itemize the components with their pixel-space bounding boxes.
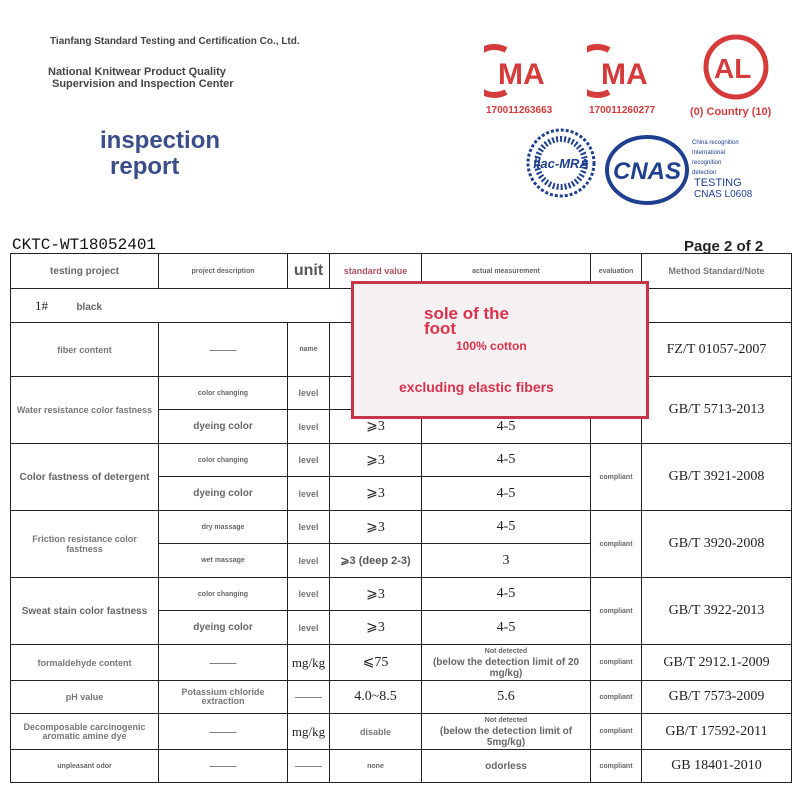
detergent-unit-2: level (288, 477, 330, 511)
cma-logo-text: MA (498, 58, 545, 91)
ilac-logo-text: ilac-MRA (533, 156, 589, 171)
ph-description: Potassium chloride extraction (159, 681, 288, 714)
sweat-unit-2: level (288, 611, 330, 645)
friction-standard-2: ⩾3 (deep 2-3) (330, 544, 422, 578)
sweat-project: Sweat stain color fastness (11, 578, 159, 645)
table-row (11, 750, 792, 783)
detergent-unit-1: level (288, 444, 330, 477)
sample-id: 1# (35, 297, 48, 313)
table-row (11, 714, 792, 750)
ph-method: GB/T 7573-2009 (642, 681, 792, 714)
formaldehyde-unit: mg/kg (288, 645, 330, 681)
table-row (11, 681, 792, 714)
inspection-center-name (48, 66, 234, 90)
water-project: Water resistance color fastness (11, 377, 159, 444)
cnas-logo-text: CNAS (612, 158, 682, 185)
center-line-1: National Knitwear Product Quality (48, 66, 226, 78)
title-line-2: report (110, 153, 180, 180)
detergent-project: Color fastness of detergent (11, 444, 159, 511)
header-evaluation: evaluation (591, 254, 642, 289)
sweat-unit-1: level (288, 578, 330, 611)
detergent-standard-1: ⩾3 (330, 444, 422, 477)
sweat-method: GB/T 3922-2013 (642, 578, 792, 645)
ph-unit: ——— (288, 681, 330, 714)
amine-standard: disable (330, 714, 422, 750)
detergent-actual-1: 4-5 (422, 444, 591, 477)
ph-project: pH value (11, 681, 159, 714)
sweat-desc-1: color changing (159, 578, 288, 611)
sweat-actual-1: 4-5 (422, 578, 591, 611)
detergent-evaluation: compliant (591, 444, 642, 511)
formaldehyde-project: formaldehyde content (11, 645, 159, 681)
report-number: CKTC-WT18052401 (12, 236, 157, 254)
sweat-actual-2: 4-5 (422, 611, 591, 645)
amine-unit: mg/kg (288, 714, 330, 750)
overlay-elastic-note: excluding elastic fibers (399, 379, 554, 395)
cnas-testing-block (694, 177, 752, 201)
water-desc-1: color changing (159, 377, 288, 410)
detergent-method: GB/T 3921-2008 (642, 444, 792, 511)
table-row (11, 444, 792, 477)
cnas-note-2: International recognition (692, 150, 726, 166)
amine-method: GB/T 17592-2011 (642, 714, 792, 750)
table-row (11, 645, 792, 681)
amine-description: ——— (159, 714, 288, 750)
fiber-project: fiber content (11, 323, 159, 377)
cnas-code: CNAS L0608 (694, 189, 753, 200)
odor-project: unpleasant odor (11, 750, 159, 783)
formaldehyde-evaluation: compliant (591, 645, 642, 681)
odor-standard: none (330, 750, 422, 783)
friction-actual-2: 3 (422, 544, 591, 578)
page-number: Page 2 of 2 (684, 238, 764, 255)
ph-standard: 4.0~8.5 (330, 681, 422, 714)
formaldehyde-actual-bottom: (below the detection limit of 20 mg/kg) (432, 657, 580, 679)
sweat-standard-1: ⩾3 (330, 578, 422, 611)
sweat-desc-2: dyeing color (159, 611, 288, 645)
cma-logo-text: MA (601, 58, 648, 91)
detergent-desc-2: dyeing color (159, 477, 288, 511)
table-row (11, 511, 792, 544)
header-description: project description (159, 254, 288, 289)
cnas-note-3: detection (692, 170, 717, 176)
water-unit-1: level (288, 377, 330, 410)
amine-actual (422, 714, 591, 750)
friction-unit-1: level (288, 511, 330, 544)
overlay-sole-of-foot: sole of the foot (424, 304, 510, 338)
amine-actual-top: Not detected (484, 717, 528, 724)
amine-evaluation: compliant (591, 714, 642, 750)
cal-logo (700, 34, 772, 100)
ph-actual: 5.6 (422, 681, 591, 714)
cal-logo-text: AL (714, 53, 752, 84)
detergent-standard-2: ⩾3 (330, 477, 422, 511)
formaldehyde-method: GB/T 2912.1-2009 (642, 645, 792, 681)
center-line-2: Supervision and Inspection Center (52, 78, 234, 90)
water-desc-2: dyeing color (159, 410, 288, 444)
friction-desc-1: dry massage (159, 511, 288, 544)
cma-number-1: 170011263663 (486, 105, 553, 116)
friction-method: GB/T 3920-2008 (642, 511, 792, 578)
cnas-logo (604, 134, 690, 206)
amine-actual-bottom: (below the detection limit of 5mg/kg) (439, 726, 573, 748)
formaldehyde-description: ——— (159, 645, 288, 681)
fiber-content-overlay (351, 281, 649, 419)
friction-project: Friction resistance color fastness (11, 511, 159, 578)
sample-color: black (76, 301, 103, 313)
cma-logo-1 (484, 44, 566, 98)
amine-project: Decomposable carcinogenic aromatic amine dye (11, 714, 159, 750)
water-unit-2: level (288, 410, 330, 444)
odor-method: GB 18401-2010 (642, 750, 792, 783)
table-row (11, 578, 792, 611)
report-title (100, 128, 220, 180)
formaldehyde-actual (422, 645, 591, 681)
odor-evaluation: compliant (591, 750, 642, 783)
cnas-testing-label: TESTING (694, 177, 742, 189)
friction-standard-1: ⩾3 (330, 511, 422, 544)
formaldehyde-standard: ⩽75 (330, 645, 422, 681)
header-project: testing project (11, 254, 159, 289)
water-actual-2: 4-5 (422, 410, 591, 444)
fiber-description: ——— (159, 323, 288, 377)
odor-actual: odorless (422, 750, 591, 783)
sweat-standard-2: ⩾3 (330, 611, 422, 645)
ph-evaluation: compliant (591, 681, 642, 714)
odor-unit: ——— (288, 750, 330, 783)
detergent-actual-2: 4-5 (422, 477, 591, 511)
friction-actual-1: 4-5 (422, 511, 591, 544)
header-unit: unit (288, 254, 330, 289)
cma-number-2: 170011260277 (589, 105, 656, 116)
fiber-unit: name (288, 323, 330, 377)
detergent-desc-1: color changing (159, 444, 288, 477)
header-actual: actual measurement (422, 254, 591, 289)
company-name: Tianfang Standard Testing and Certification Co., Ltd. (50, 36, 300, 47)
cma-logo-2 (587, 44, 669, 98)
cnas-notes (692, 138, 752, 178)
fiber-method: FZ/T 01057-2007 (642, 323, 792, 377)
header-method: Method Standard/Note (642, 254, 792, 289)
cnas-note-1: China recognition (692, 140, 739, 146)
ilac-mra-logo (525, 122, 597, 204)
overlay-cotton: 100% cotton (456, 339, 527, 353)
sweat-evaluation: compliant (591, 578, 642, 645)
cal-label: (0) Country (10) (690, 106, 772, 118)
friction-unit-2: level (288, 544, 330, 578)
friction-evaluation: compliant (591, 511, 642, 578)
water-standard-2: ⩾3 (330, 410, 422, 444)
friction-desc-2: wet massage (159, 544, 288, 578)
odor-description: ——— (159, 750, 288, 783)
title-line-1: inspection (100, 127, 221, 154)
water-method: GB/T 5713-2013 (642, 377, 792, 444)
formaldehyde-actual-top: Not detected (484, 648, 528, 655)
header-standard: standard value (330, 254, 422, 289)
